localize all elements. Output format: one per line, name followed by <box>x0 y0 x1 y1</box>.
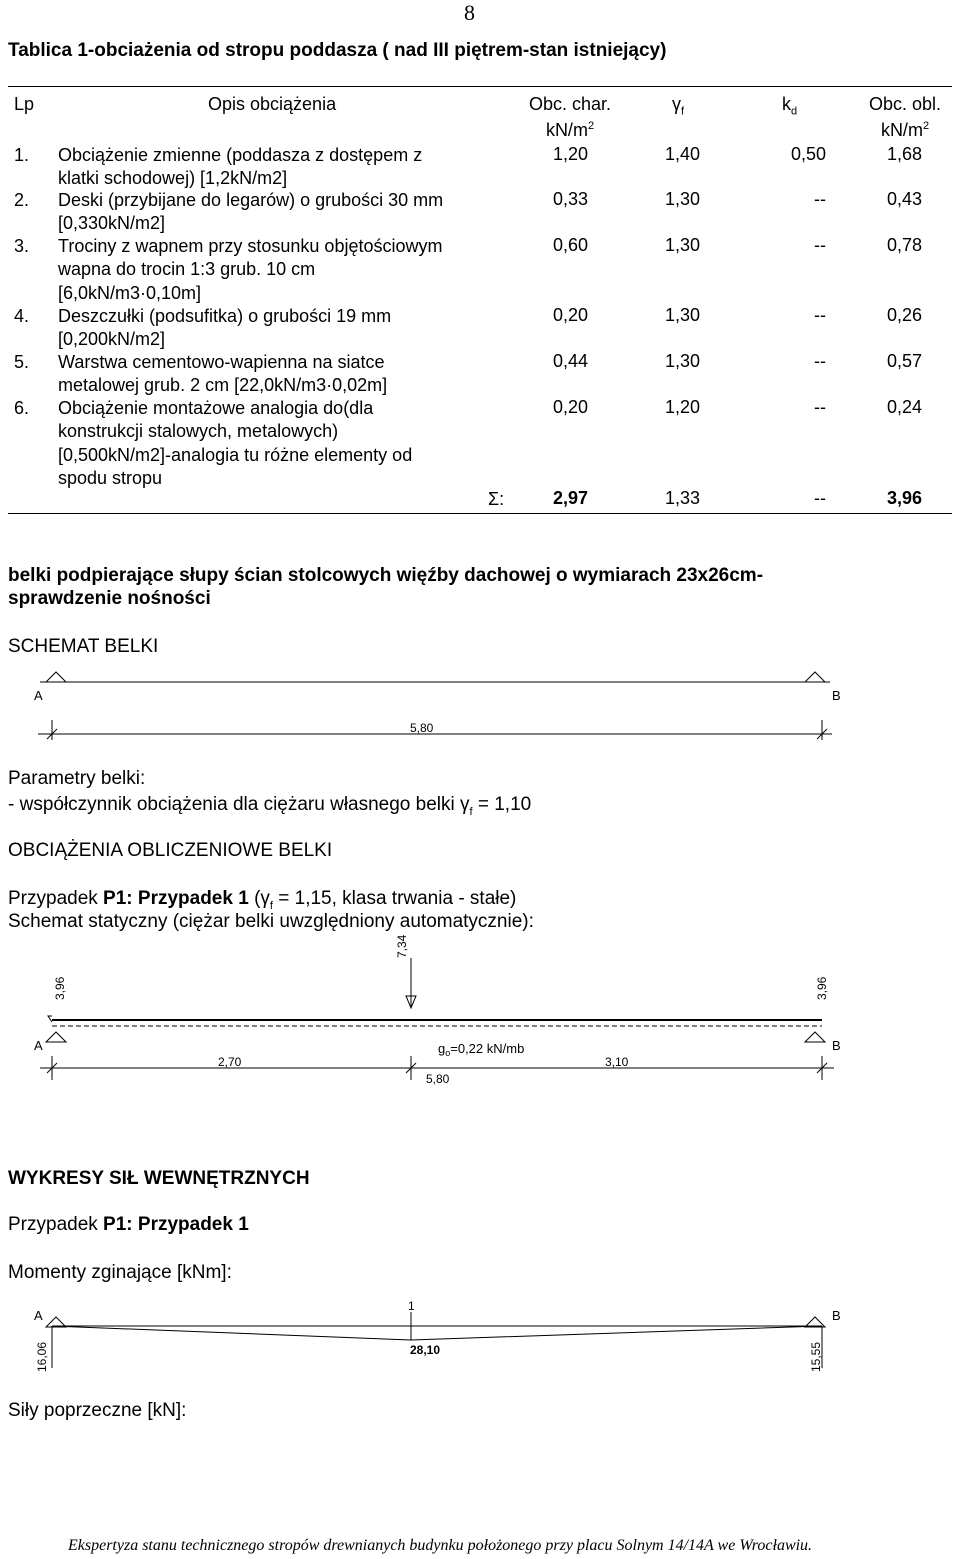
description-line: [0,330kN/m2] <box>58 213 166 234</box>
header-kd: $k_d$ <box>782 94 798 118</box>
dim-left-label: 2,70 <box>218 1055 242 1069</box>
support-b-icon <box>805 672 825 682</box>
description-line: Warstwa cementowo-wapienna na siatce <box>58 352 385 372</box>
support-a-label: A <box>34 688 43 703</box>
row-obl: 0,43 <box>886 189 922 209</box>
support-b-label: B <box>832 1038 841 1053</box>
row-obl: 1,68 <box>886 144 922 164</box>
row-gamma: 1,30 <box>664 351 700 371</box>
support-b-icon <box>805 1032 825 1042</box>
forces-title: WYKRESY SIŁ WEWNĘTRZNYCH <box>8 1168 310 1189</box>
row-kd: -- <box>814 305 826 325</box>
left-moment-value: 16,06 <box>35 1341 49 1372</box>
static-line: Schemat statyczny (ciężar belki uwzględniony automatycznie): <box>8 911 534 932</box>
row-kd: 0,50 <box>790 144 826 164</box>
params-line: - współczynnik obciążenia dla ciężaru własnego belki $\gamma_f = 1,10$ <box>8 794 532 818</box>
row-obl: 0,26 <box>886 305 922 325</box>
description-line: Obciążenie zmienne (poddasza z dostępem z <box>58 145 423 165</box>
point-load-label: 7,34 <box>395 934 409 958</box>
row-char: 1,20 <box>552 144 588 164</box>
beam-scheme <box>0 660 960 750</box>
support-a-label: A <box>34 1308 43 1323</box>
row-char: 0,20 <box>552 397 588 417</box>
row-number: 3. <box>14 236 30 256</box>
row-char: 0,44 <box>552 351 588 371</box>
row-obl: 0,24 <box>886 397 922 417</box>
description-line: [0,500kN/m2]-analogia tu różne elementy od <box>58 444 413 465</box>
description-line: konstrukcji stalowych, metalowych) <box>58 421 339 442</box>
row-gamma: 1,30 <box>664 235 700 255</box>
load-scheme <box>0 930 960 1090</box>
dim-total-label: 5,80 <box>426 1072 450 1086</box>
row-number: 5. <box>14 352 30 372</box>
loads-title: OBCIĄŻENIA OBLICZENIOWE BELKI <box>8 840 333 861</box>
row-description <box>58 397 412 490</box>
forces-case: Przypadek P1: Przypadek 1 <box>8 1214 249 1235</box>
case-line: Przypadek P1: Przypadek 1 ($\gamma_f = 1,15$, klasa trwania - stałe) <box>8 888 517 912</box>
right-moment-value: 15,55 <box>809 1341 823 1372</box>
self-weight-label: $g_o=0,22$ kN/mb <box>438 1041 525 1058</box>
support-b-label: B <box>832 688 841 703</box>
row-description <box>58 235 442 305</box>
header-design-load: Obc. obl. $kN/m^2$ <box>868 94 942 140</box>
row-description <box>58 189 443 236</box>
header-lp: Lp <box>14 94 35 114</box>
moment-diagram <box>0 1290 960 1380</box>
row-description <box>58 305 391 352</box>
moment-curve <box>52 1326 822 1340</box>
row-char: 0,20 <box>552 305 588 325</box>
table-title: Tablica 1-obciażenia od stropu poddasza ( nad III piętrem-stan istniejący) <box>8 40 667 61</box>
footer: Ekspertyza stanu technicznego stropów drewnianych budynku położonego przy placu Solnym 14/14A we Wrocławiu. <box>68 1537 813 1554</box>
support-a-icon <box>46 1032 66 1042</box>
row-description <box>58 144 422 191</box>
beams-heading: belki podpierające słupy ścian stolcowych więźby dachowej o wymiarach 23x26cm- sprawdzenie nośności <box>8 565 764 609</box>
span-label: 5,80 <box>410 721 434 735</box>
support-a-label: A <box>34 1038 43 1053</box>
description-line: Trociny z wapnem przy stosunku objętościowym <box>58 236 443 256</box>
shear-title: Siły poprzeczne [kN]: <box>8 1400 187 1421</box>
description-line: Deski (przybijane do legarów) o grubości 30 mm <box>58 190 444 210</box>
description-line: wapna do trocin 1:3 grub. 10 cm <box>58 259 316 280</box>
support-a-icon <box>46 672 66 682</box>
row-number: 6. <box>14 398 30 418</box>
page-number: 8 <box>464 0 475 25</box>
row-kd: -- <box>814 189 826 209</box>
row-kd: -- <box>814 235 826 255</box>
row-gamma: 1,20 <box>664 397 700 417</box>
sum-char: 2,97 <box>552 488 588 508</box>
row-char: 0,60 <box>552 235 588 255</box>
sum-gamma: 1,33 <box>664 488 700 508</box>
row-gamma: 1,30 <box>664 189 700 209</box>
moments-title: Momenty zginające [kNm]: <box>8 1262 232 1283</box>
row-description <box>58 351 387 398</box>
row-kd: -- <box>814 397 826 417</box>
row-obl: 0,78 <box>886 235 922 255</box>
mid-moment-value: 28,10 <box>410 1343 441 1357</box>
row-gamma: 1,30 <box>664 305 700 325</box>
header-gamma: $\gamma_f$ <box>672 94 685 118</box>
description-line: klatki schodowej) [1,2kN/m2] <box>58 168 288 189</box>
load-table <box>8 86 952 514</box>
row-number: 1. <box>14 145 30 165</box>
row-kd: -- <box>814 351 826 371</box>
description-line: [0,200kN/m2] <box>58 329 166 350</box>
sum-kd: -- <box>814 488 826 508</box>
row-gamma: 1,40 <box>664 144 700 164</box>
header-description: Opis obciążenia <box>208 94 337 114</box>
sum-label: Σ: <box>488 489 505 509</box>
description-line: spodu stropu <box>58 467 163 488</box>
params-title: Parametry belki: <box>8 768 146 789</box>
description-line: Obciążenie montażowe analogia do(dla <box>58 398 374 418</box>
left-load-label: 3,96 <box>53 976 67 1000</box>
right-load-label: 3,96 <box>815 976 829 1000</box>
schemat-title: SCHEMAT BELKI <box>8 636 159 657</box>
support-b-label: B <box>832 1308 841 1323</box>
mid-label: 1 <box>408 1299 415 1313</box>
row-obl: 0,57 <box>886 351 922 371</box>
description-line: Deszczułki (podsufitka) o grubości 19 mm <box>58 306 392 326</box>
dim-right-label: 3,10 <box>605 1055 629 1069</box>
description-line: metalowej grub. 2 cm [22,0kN/m3·0,02m] <box>58 375 388 396</box>
description-line: [6,0kN/m3·0,10m] <box>58 282 202 303</box>
sum-design: 3,96 <box>886 488 922 508</box>
row-number: 4. <box>14 306 30 326</box>
row-number: 2. <box>14 190 30 210</box>
header-char-load: Obc. char. $kN/m^2$ <box>528 94 612 140</box>
row-char: 0,33 <box>552 189 588 209</box>
